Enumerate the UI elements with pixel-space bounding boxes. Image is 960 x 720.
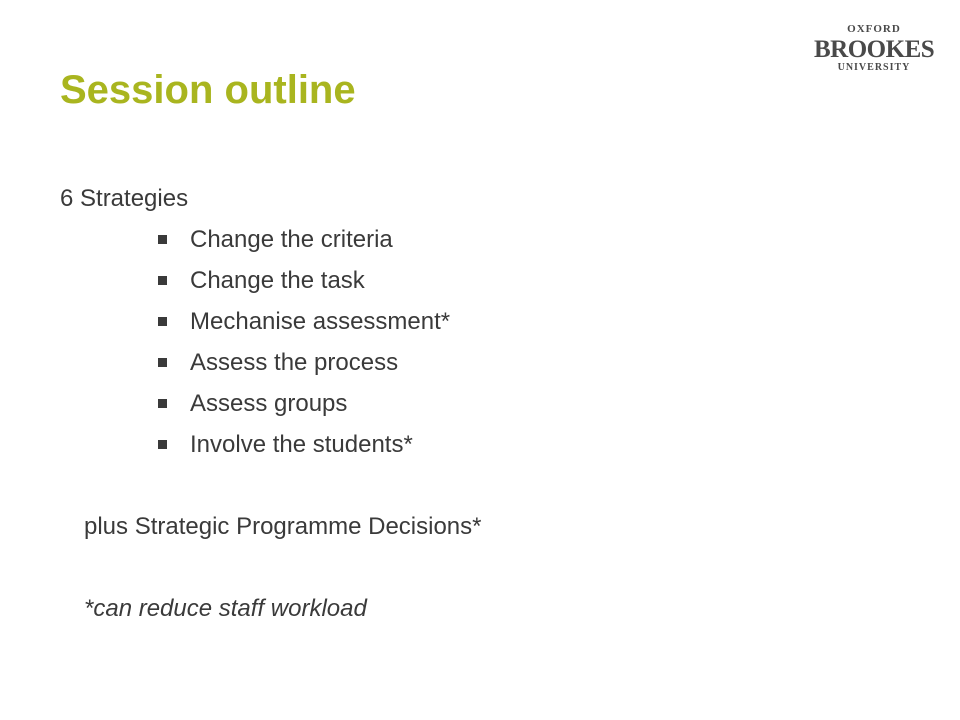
strategies-heading: 6 Strategies	[60, 185, 189, 212]
square-bullet-icon	[158, 276, 167, 285]
workload-footnote: *can reduce staff workload	[84, 595, 367, 622]
logo-text-middle: BROOKES	[814, 36, 935, 63]
strategy-item	[158, 301, 900, 342]
strategy-item-label: Change the task	[190, 267, 365, 294]
oxford-brookes-logo	[814, 24, 934, 73]
square-bullet-icon	[158, 399, 167, 408]
strategy-item	[158, 424, 900, 465]
strategy-item	[158, 383, 900, 424]
strategy-item-label: Assess groups	[190, 390, 348, 417]
slide-content	[60, 178, 900, 629]
strategy-item-label: Involve the students*	[190, 431, 413, 458]
square-bullet-icon	[158, 235, 167, 244]
strategy-item	[158, 342, 900, 383]
strategy-item-label: Assess the process	[190, 349, 399, 376]
logo-text-bottom: UNIVERSITY	[837, 62, 911, 73]
strategy-item	[158, 260, 900, 301]
strategy-item	[158, 219, 900, 260]
square-bullet-icon	[158, 317, 167, 326]
strategy-item-label: Mechanise assessment*	[190, 308, 451, 335]
square-bullet-icon	[158, 440, 167, 449]
strategy-list	[60, 219, 900, 465]
square-bullet-icon	[158, 358, 167, 367]
strategy-item-label: Change the criteria	[190, 226, 393, 253]
slide-title: Session outline	[60, 68, 356, 112]
logo-text-top: OXFORD	[847, 23, 901, 35]
programme-decisions-line: plus Strategic Programme Decisions*	[84, 513, 482, 540]
